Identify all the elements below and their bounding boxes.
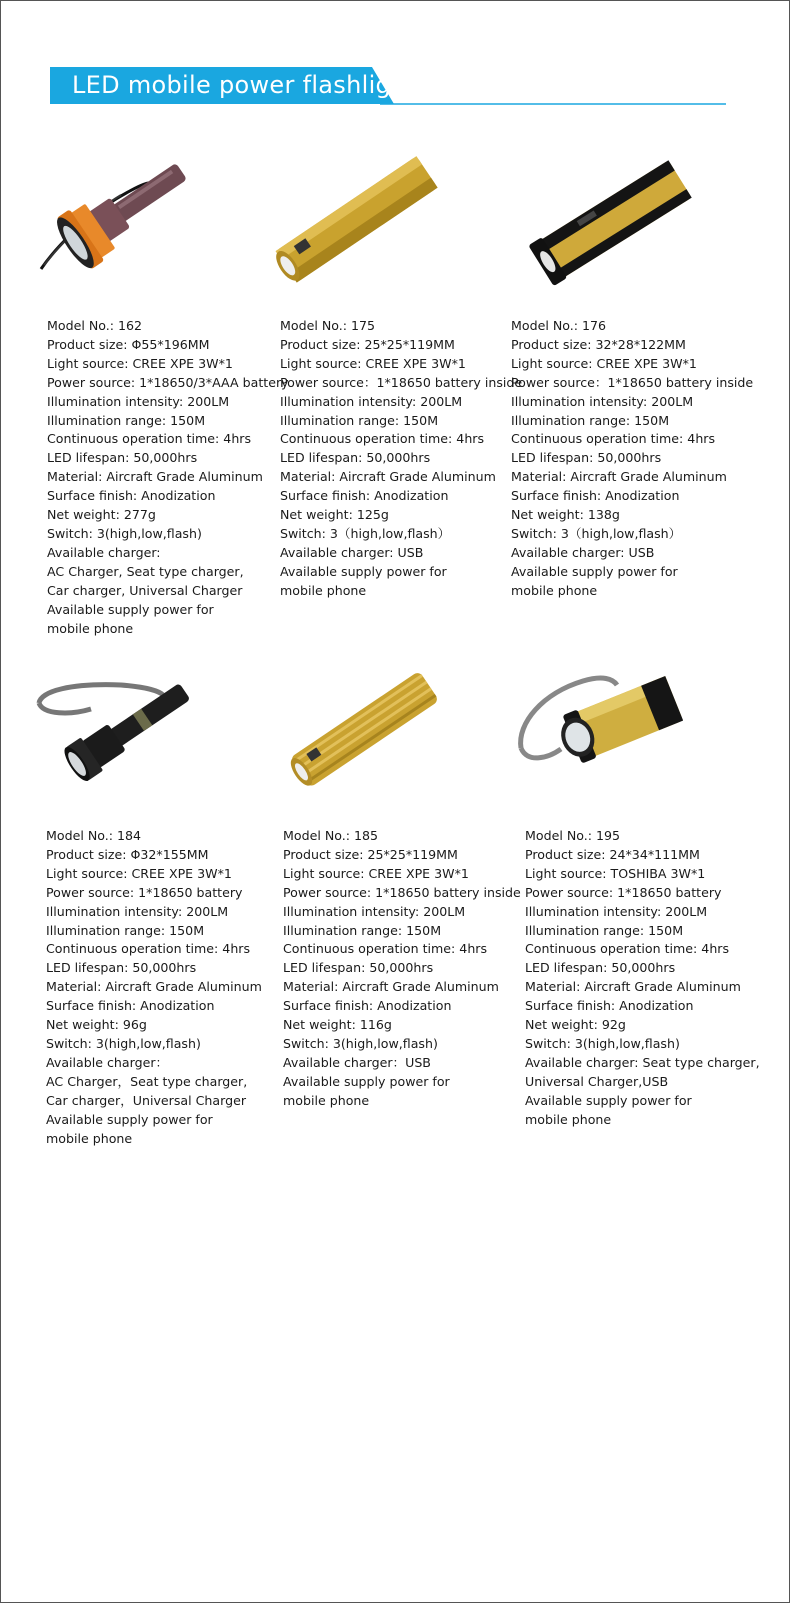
spec-intensity: Illumination intensity: 200LM [283,903,466,919]
spec-supply: Available supply power for [283,1073,450,1089]
spec-supply: Available supply power for [525,1092,692,1108]
spec-charger: Available charger: Seat type charger, [525,1054,760,1070]
spec-weight: Net weight: 125g [280,507,389,523]
spec-finish: Surface finish: Anodization [511,488,680,504]
spec-runtime: Continuous operation time: 4hrs [283,941,488,957]
spec-power: Power source: 1*18650 battery inside [283,884,521,900]
spec-model: Model No.: 195 [525,828,621,843]
spec-supply: Available supply power for [511,563,678,579]
spec-charger: Available charger：USB [283,1054,431,1070]
spec-switch: Switch: 3（high,low,flash） [511,525,682,541]
spec-finish: Surface finish: Anodization [47,488,216,504]
spec-light: Light source: CREE XPE 3W*1 [283,865,469,881]
spec-light: Light source: CREE XPE 3W*1 [280,355,466,371]
spec-supply-line: mobile phone [47,620,134,636]
flashlight-orange-zoom-icon [36,147,206,277]
spec-material: Material: Aircraft Grade Aluminum [283,979,499,995]
spec-charger-line: Car charger, Universal Charger [47,582,243,598]
spec-finish: Surface finish: Anodization [280,488,449,504]
spec-size: Product size: 24*34*111MM [525,846,700,862]
spec-list [47,317,289,638]
spec-model: Model No.: 175 [280,318,376,333]
spec-range: Illumination range: 150M [280,412,439,428]
spec-charger-line: Car charger，Universal Charger [46,1092,247,1108]
spec-lifespan: LED lifespan: 50,000hrs [280,450,431,466]
spec-supply-line: mobile phone [511,582,598,598]
spec-range: Illumination range: 150M [283,922,442,938]
spec-switch: Switch: 3(high,low,flash) [283,1035,438,1051]
spec-weight: Net weight: 116g [283,1017,392,1033]
spec-size: Product size: Φ55*196MM [47,336,210,352]
spec-supply: Available supply power for [47,601,214,617]
spec-power: Power source：1*18650 battery inside [511,374,754,390]
spec-runtime: Continuous operation time: 4hrs [280,431,485,447]
spec-power: Power source: 1*18650/3*AAA battery [47,374,289,390]
spec-size: Product size: 32*28*122MM [511,336,686,352]
spec-size: Product size: 25*25*119MM [283,846,458,862]
spec-switch: Switch: 3(high,low,flash) [46,1035,201,1051]
spec-supply: Available supply power for [46,1111,213,1127]
spec-runtime: Continuous operation time: 4hrs [46,941,251,957]
spec-runtime: Continuous operation time: 4hrs [47,431,252,447]
spec-material: Material: Aircraft Grade Aluminum [47,469,263,485]
spec-list [511,317,753,601]
spec-power: Power source: 1*18650 battery [525,884,722,900]
spec-switch: Switch: 3(high,low,flash) [525,1035,680,1051]
spec-charger: Available charger: USB [511,544,655,560]
flashlight-gold-lanyard-icon [513,653,683,793]
spec-model: Model No.: 185 [283,828,379,843]
spec-range: Illumination range: 150M [46,922,205,938]
spec-light: Light source: CREE XPE 3W*1 [47,355,233,371]
spec-light: Light source: TOSHIBA 3W*1 [525,865,706,881]
spec-size: Product size: 25*25*119MM [280,336,455,352]
spec-supply-line: mobile phone [46,1130,133,1146]
spec-range: Illumination range: 150M [47,412,206,428]
spec-lifespan: LED lifespan: 50,000hrs [511,450,662,466]
spec-power: Power source: 1*18650 battery [46,884,243,900]
spec-lifespan: LED lifespan: 50,000hrs [46,960,197,976]
spec-finish: Surface finish: Anodization [525,998,694,1014]
spec-supply: Available supply power for [280,563,447,579]
spec-material: Material: Aircraft Grade Aluminum [46,979,262,995]
spec-intensity: Illumination intensity: 200LM [47,393,230,409]
spec-charger-line: AC Charger, Seat type charger, [47,563,244,579]
spec-intensity: Illumination intensity: 200LM [525,903,708,919]
spec-runtime: Continuous operation time: 4hrs [525,941,730,957]
spec-weight: Net weight: 138g [511,507,620,523]
spec-supply-line: mobile phone [280,582,367,598]
spec-supply-line: mobile phone [283,1092,370,1108]
spec-charger: Available charger: [47,544,161,560]
spec-list [46,827,262,1148]
spec-light: Light source: CREE XPE 3W*1 [511,355,697,371]
spec-material: Material: Aircraft Grade Aluminum [280,469,496,485]
spec-charger: Available charger: USB [280,544,424,560]
spec-list [280,317,522,601]
spec-model: Model No.: 184 [46,828,142,843]
spec-material: Material: Aircraft Grade Aluminum [525,979,741,995]
spec-range: Illumination range: 150M [525,922,684,938]
spec-size: Product size: Φ32*155MM [46,846,209,862]
spec-range: Illumination range: 150M [511,412,670,428]
flashlight-gold-ribbed-icon [277,661,447,801]
spec-runtime: Continuous operation time: 4hrs [511,431,716,447]
spec-charger-line: AC Charger，Seat type charger, [46,1073,248,1089]
spec-lifespan: LED lifespan: 50,000hrs [283,960,434,976]
spec-list [525,827,760,1130]
spec-model: Model No.: 162 [47,318,143,333]
spec-charger-line: Universal Charger,USB [525,1073,669,1089]
spec-switch: Switch: 3(high,low,flash) [47,525,202,541]
flashlight-black-tactical-icon [31,661,206,791]
spec-model: Model No.: 176 [511,318,607,333]
spec-list [283,827,521,1111]
spec-lifespan: LED lifespan: 50,000hrs [525,960,676,976]
spec-intensity: Illumination intensity: 200LM [280,393,463,409]
spec-lifespan: LED lifespan: 50,000hrs [47,450,198,466]
page-title: LED mobile power flashlight [72,71,417,99]
flashlight-gold-octagon-icon [263,141,443,306]
spec-supply-line: mobile phone [525,1111,612,1127]
spec-intensity: Illumination intensity: 200LM [511,393,694,409]
spec-weight: Net weight: 92g [525,1017,626,1033]
spec-power: Power source：1*18650 battery inside [280,374,523,390]
spec-light: Light source: CREE XPE 3W*1 [46,865,232,881]
spec-material: Material: Aircraft Grade Aluminum [511,469,727,485]
spec-finish: Surface finish: Anodization [283,998,452,1014]
spec-weight: Net weight: 277g [47,507,156,523]
spec-intensity: Illumination intensity: 200LM [46,903,229,919]
spec-charger: Available charger： [46,1054,169,1070]
spec-weight: Net weight: 96g [46,1017,147,1033]
flashlight-gold-black-icon [523,144,693,304]
spec-switch: Switch: 3（high,low,flash） [280,525,451,541]
section-header [50,67,740,107]
spec-finish: Surface finish: Anodization [46,998,215,1014]
